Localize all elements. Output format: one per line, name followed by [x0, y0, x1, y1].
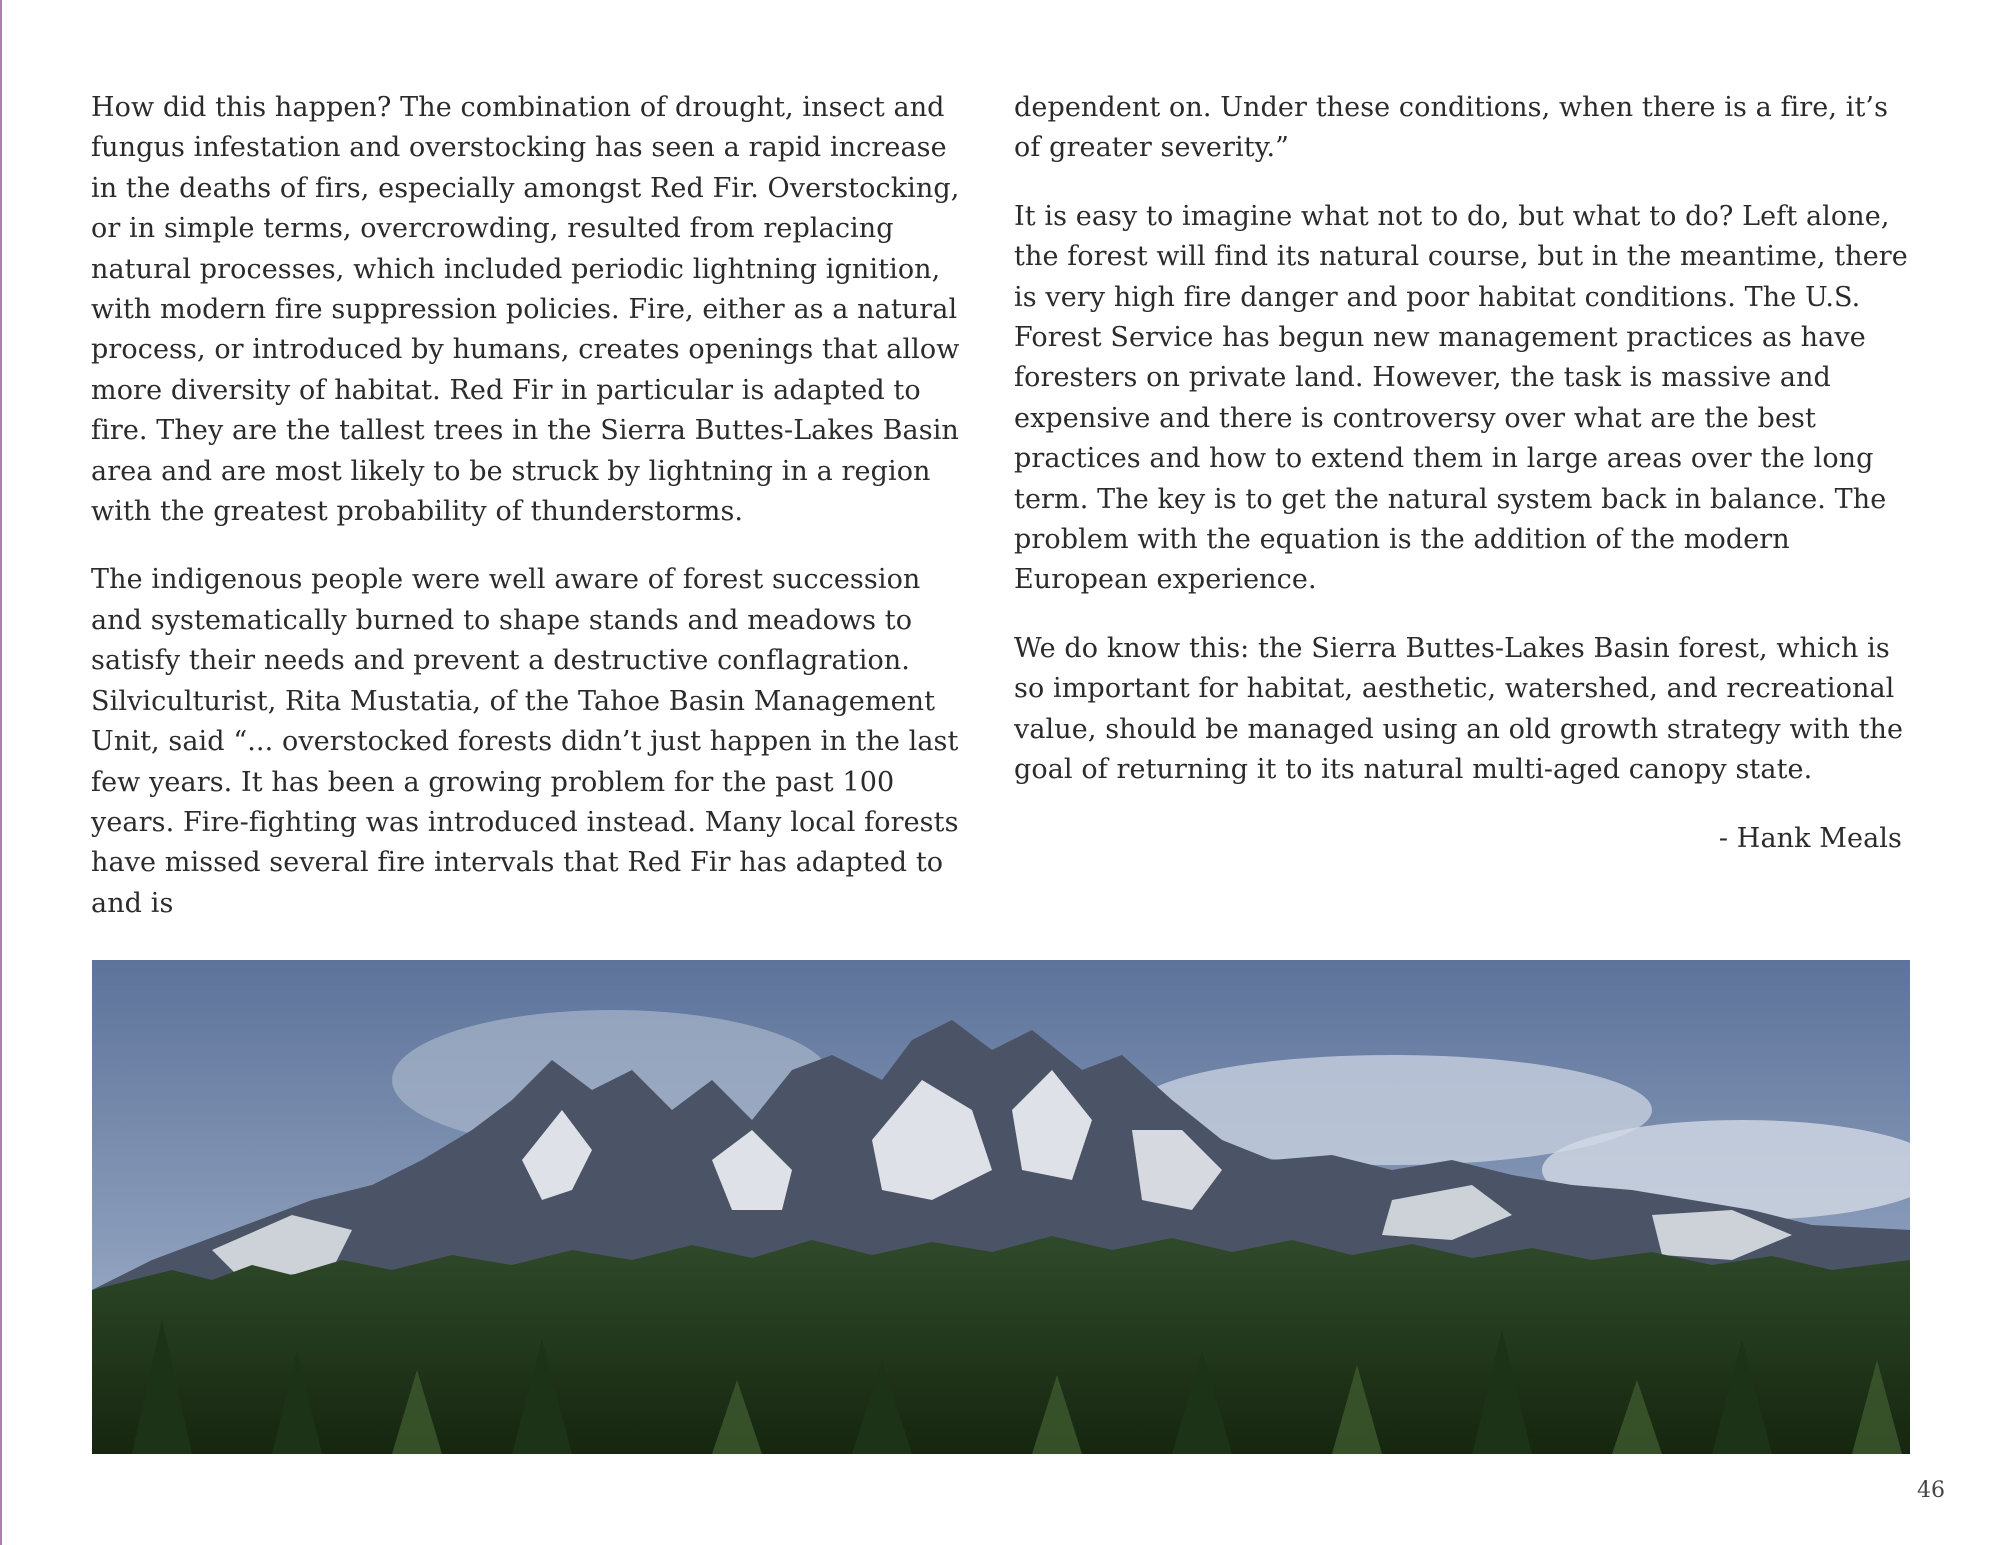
right-paragraph-2: It is easy to imagine what not to do, but what to do? Left alone, the forest will find its natural course, but in the meantime, there is very high fire danger and poor habitat conditions. The U.S. Forest Service has begun new management practices as have foresters on private land. However, the task is massive and expensive and there is controversy over what are the best practices and how to extend them in large areas over the long term. The key is to get the natural system back in balance. The problem with the equation is the addition of the modern European experience.: [1014, 200, 1908, 596]
right-column: [1014, 88, 1914, 859]
left-paragraph-2: The indigenous people were well aware of forest succession and systematically burned to shape stands and meadows to satisfy their needs and prevent a destructive conflagration. Silviculturist, Rita Mustatia, of the Tahoe Basin Management Unit, said “... overstocked forests didn’t just happen in the last few years. It has been a growing problem for the past 100 years. Fire-fighting was introduced instead. Many local forests have missed several fire intervals that Red Fir has adapted to and is: [91, 564, 959, 919]
mountain-landscape-image: [92, 960, 1910, 1454]
left-column: [91, 88, 971, 924]
right-paragraph-1: dependent on. Under these conditions, when there is a fire, it’s of greater severity.”: [1014, 92, 1889, 164]
attribution: - Hank Meals: [1718, 822, 1902, 854]
page-number: 46: [1917, 1478, 1945, 1503]
left-paragraph-1: How did this happen? The combination of drought, insect and fungus infestation and overstocking has seen a rapid increase in the deaths of firs, especially amongst Red Fir. Overstocking, or in simple terms, overcrowding, resulted from replacing natural processes, which included periodic lightning ignition, with modern fire suppression policies. Fire, either as a natural process, or introduced by humans, creates openings that allow more diversity of habitat. Red Fir in particular is adapted to fire. They are the tallest trees in the Sierra Buttes-Lakes Basin area and are most likely to be struck by lightning in a region with the greatest probability of thunderstorms.: [91, 92, 960, 528]
right-paragraph-3: We do know this: the Sierra Buttes-Lakes Basin forest, which is so important for habitat, aesthetic, watershed, and recreational value, should be managed using an old growth strategy with the goal of returning it to its natural multi-aged canopy state.: [1014, 632, 1904, 786]
